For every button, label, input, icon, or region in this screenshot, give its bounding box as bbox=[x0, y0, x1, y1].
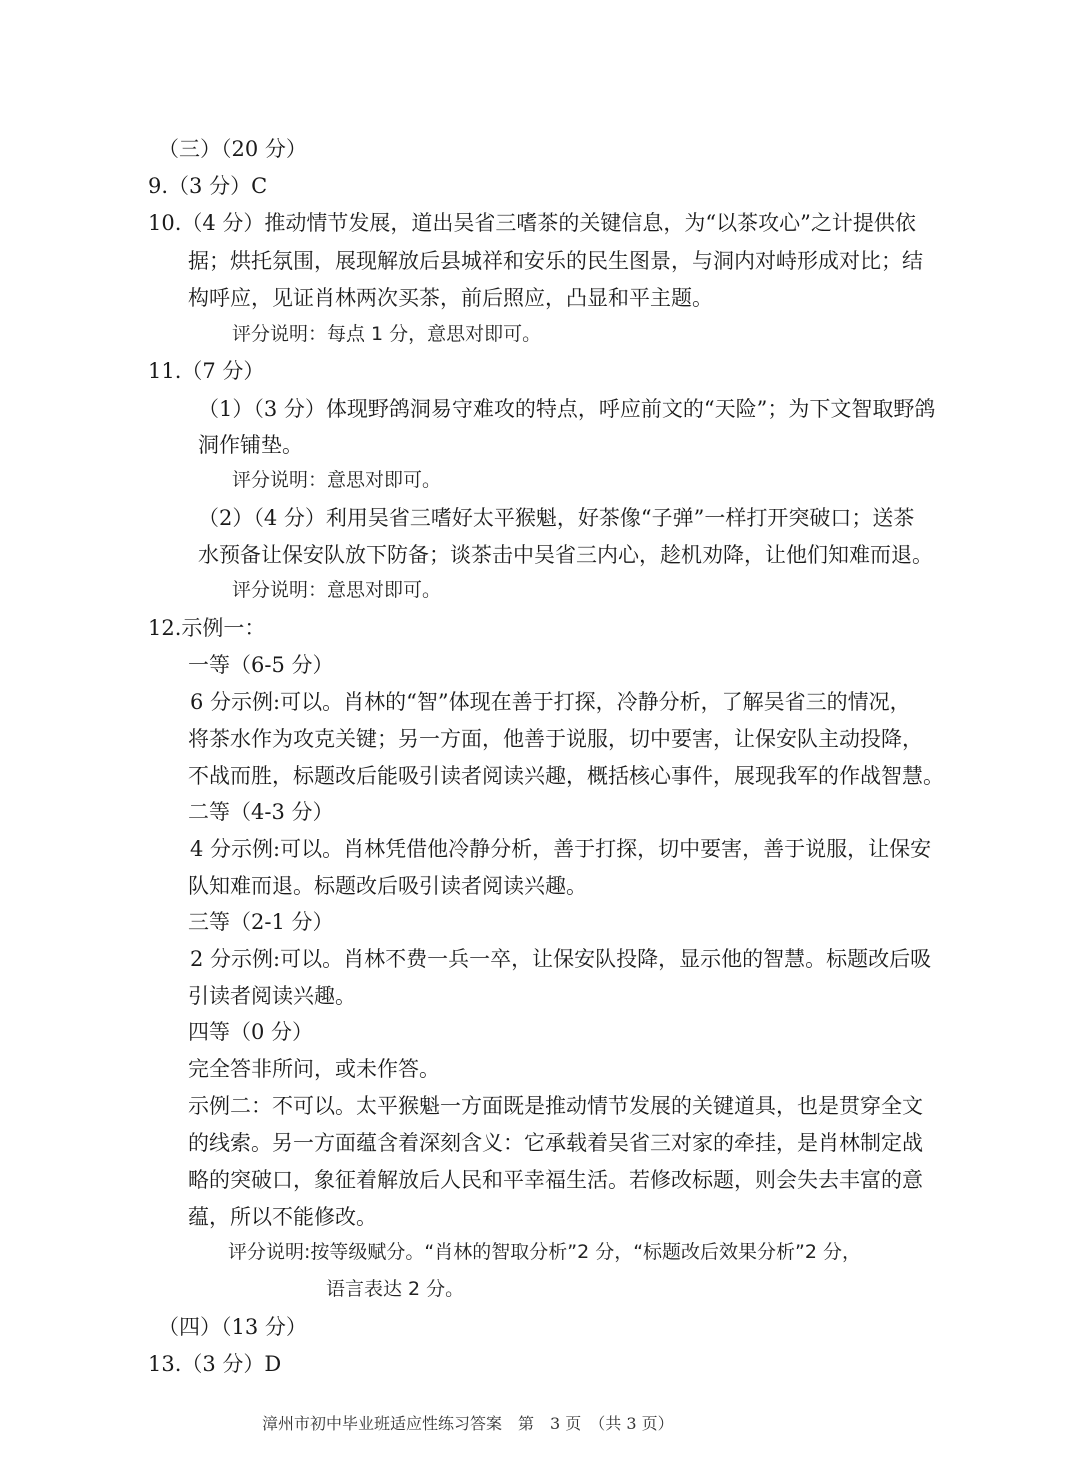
example-2-line-3: 略的突破口，象征着解放后人民和平幸福生活。若修改标题，则会失去丰富的意 bbox=[188, 1168, 923, 1192]
answer-11-heading: 11.（7 分） bbox=[148, 359, 265, 383]
answer-11-part1-line-2: 洞作铺垫。 bbox=[198, 433, 303, 457]
answer-11-part2-scoring-note: 评分说明：意思对即可。 bbox=[232, 579, 442, 601]
grade-1-sample-line-1: 6 分示例:可以。肖林的“智”体现在善于打探，冷静分析，了解吴省三的情况， bbox=[190, 690, 911, 714]
grade-3-heading: 三等（2-1 分） bbox=[188, 910, 334, 934]
grade-2-sample-line-2: 队知难而退。标题改后吸引读者阅读兴趣。 bbox=[188, 874, 587, 898]
answer-12-scoring-note-line-1: 评分说明:按等级赋分。“肖林的智取分析”2 分，“标题改后效果分析”2 分， bbox=[228, 1241, 862, 1263]
grade-3-sample-line-2: 引读者阅读兴趣。 bbox=[188, 984, 356, 1008]
grade-2-sample-line-1: 4 分示例:可以。肖林凭借他冷静分析，善于打探，切中要害，善于说服，让保安 bbox=[190, 837, 932, 861]
grade-1-heading: 一等（6-5 分） bbox=[188, 653, 334, 677]
answer-13: 13.（3 分）D bbox=[148, 1352, 282, 1376]
grade-1-sample-line-2: 将茶水作为攻克关键；另一方面，他善于说服，切中要害，让保安队主动投降， bbox=[188, 727, 923, 751]
example-2-line-1: 示例二：不可以。太平猴魁一方面既是推动情节发展的关键道具，也是贯穿全文 bbox=[188, 1094, 923, 1118]
grade-4-heading: 四等（0 分） bbox=[188, 1020, 314, 1044]
grade-2-heading: 二等（4-3 分） bbox=[188, 800, 334, 824]
answer-12-scoring-note-line-2: 语言表达 2 分。 bbox=[326, 1278, 465, 1300]
grade-3-sample-line-1: 2 分示例:可以。肖林不费一兵一卒，让保安队投降，显示他的智慧。标题改后吸 bbox=[190, 947, 932, 971]
answer-11-part1-scoring-note: 评分说明：意思对即可。 bbox=[232, 469, 442, 491]
section-four-heading: （四）（13 分） bbox=[158, 1315, 307, 1339]
answer-12-example-1-heading: 12.示例一： bbox=[148, 616, 266, 640]
answer-11-part2-line-1: （2）（4 分）利用吴省三嗜好太平猴魁，好茶像“子弹”一样打开突破口；送茶 bbox=[198, 506, 915, 530]
page-footer: 漳州市初中毕业班适应性练习答案 第 3 页 （共 3 页） bbox=[262, 1414, 674, 1433]
answer-11-part1-line-1: （1）（3 分）体现野鸽洞易守难攻的特点，呼应前文的“天险”；为下文智取野鸽 bbox=[198, 397, 936, 421]
section-three-heading: （三）（20 分） bbox=[158, 137, 307, 161]
example-2-line-4: 蕴，所以不能修改。 bbox=[188, 1205, 377, 1229]
grade-4-text: 完全答非所问，或未作答。 bbox=[188, 1057, 440, 1081]
grade-1-sample-line-3: 不战而胜，标题改后能吸引读者阅读兴趣，概括核心事件，展现我军的作战智慧。 bbox=[188, 764, 944, 788]
answer-10-line-2: 据；烘托氛围，展现解放后县城祥和安乐的民生图景，与洞内对峙形成对比；结 bbox=[188, 249, 923, 273]
answer-11-part2-line-2: 水预备让保安队放下防备；谈茶击中吴省三内心，趁机劝降，让他们知难而退。 bbox=[198, 543, 933, 567]
answer-10-scoring-note: 评分说明：每点 1 分，意思对即可。 bbox=[232, 323, 542, 345]
answer-10-line-3: 构呼应，见证肖林两次买茶，前后照应，凸显和平主题。 bbox=[188, 286, 713, 310]
answer-9: 9.（3 分）C bbox=[148, 174, 268, 198]
example-2-line-2: 的线索。另一方面蕴含着深刻含义：它承载着吴省三对家的牵挂，是肖林制定战 bbox=[188, 1131, 923, 1155]
answer-10-line-1: 10.（4 分）推动情节发展，道出吴省三嗜茶的关键信息，为“以茶攻心”之计提供依 bbox=[148, 211, 916, 235]
